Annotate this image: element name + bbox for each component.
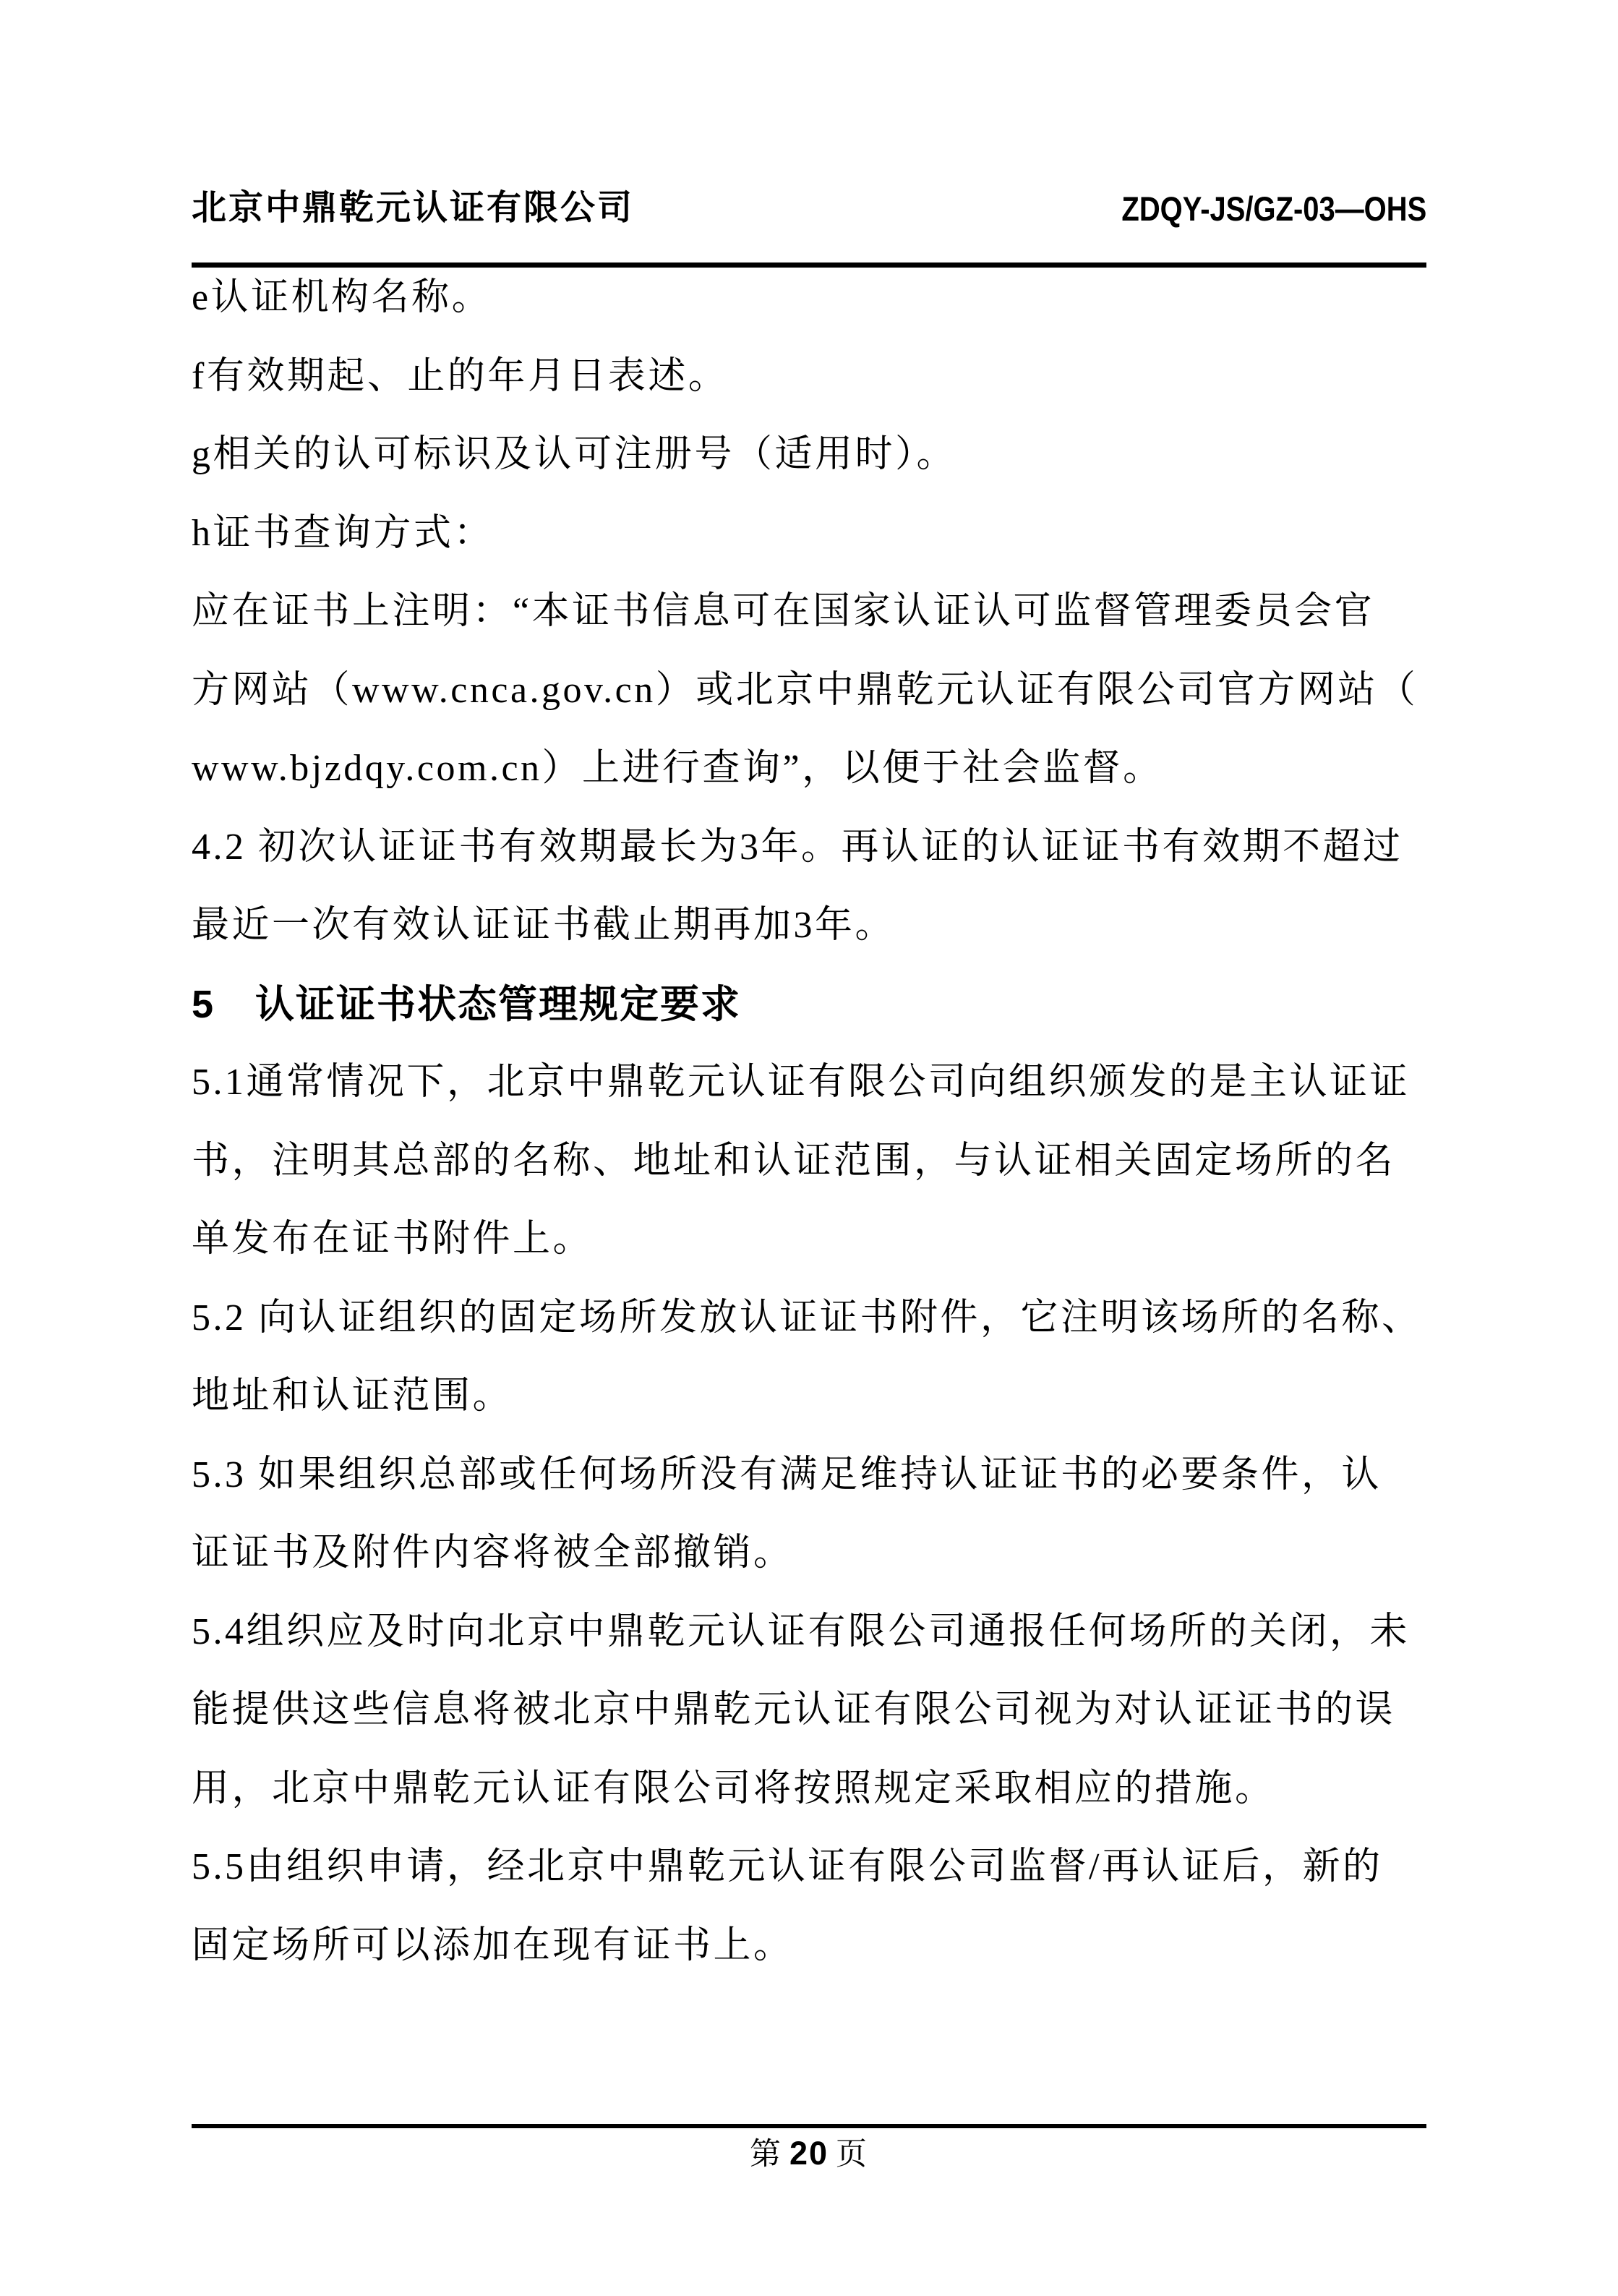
body-line: 能提供这些信息将被北京中鼎乾元认证有限公司视为对认证证书的误 xyxy=(192,1689,1396,1730)
page-footer xyxy=(192,2130,1426,2174)
page-header xyxy=(192,189,1426,229)
body-line: 4.2 初次认证证书有效期最长为3年。再认证的认证证书有效期不超过 xyxy=(192,826,1403,868)
body-line: 5.5由组织申请，经北京中鼎乾元认证有限公司监督/再认证后，新的 xyxy=(192,1846,1383,1887)
body-line: 证证书及附件内容将被全部撤销。 xyxy=(192,1532,794,1574)
company-name: 北京中鼎乾元认证有限公司 xyxy=(192,189,635,227)
body-line: 5.4组织应及时向北京中鼎乾元认证有限公司通报任何场所的关闭，未 xyxy=(192,1610,1411,1652)
body-line: 单发布在证书附件上。 xyxy=(192,1219,594,1260)
body-line: h证书查询方式： xyxy=(192,512,495,554)
body-line: 书，注明其总部的名称、地址和认证范围，与认证相关固定场所的名 xyxy=(192,1140,1396,1182)
page-number-suffix: 页 xyxy=(836,2138,869,2172)
body-line: f有效期起、止的年月日表述。 xyxy=(192,355,729,397)
body-line: g相关的认可标识及认可注册号（适用时）。 xyxy=(192,434,957,475)
body-line: 固定场所可以添加在现有证书上。 xyxy=(192,1924,794,1966)
body-line: www.bjzdqy.com.cn）上进行查询”，以便于社会监督。 xyxy=(192,748,1163,789)
document-body xyxy=(192,259,1450,1985)
document-code: ZDQY-JS/GZ-03—OHS xyxy=(1121,189,1426,228)
section-heading: 5 认证证书状态管理规定要求 xyxy=(192,982,742,1026)
body-line: e认证机构名称。 xyxy=(192,277,492,318)
body-line: 方网站（www.cnca.gov.cn）或北京中鼎乾元认证有限公司官方网站（ xyxy=(192,669,1418,711)
body-line: 5.1通常情况下，北京中鼎乾元认证有限公司向组织颁发的是主认证证 xyxy=(192,1062,1411,1103)
body-line: 最近一次有效认证证书截止期再加3年。 xyxy=(192,905,896,946)
body-line: 地址和认证范围。 xyxy=(192,1375,513,1417)
footer-divider xyxy=(192,2124,1426,2128)
body-line: 应在证书上注明：“本证书信息可在国家认证认可监督管理委员会官 xyxy=(192,591,1375,632)
page-number: 20 xyxy=(789,2135,829,2172)
body-line: 5.2 向认证组织的固定场所发放认证证书附件，它注明该场所的名称、 xyxy=(192,1297,1422,1339)
body-line: 5.3 如果组织总部或任何场所没有满足维持认证证书的必要条件，认 xyxy=(192,1454,1382,1495)
page-number-prefix: 第 xyxy=(749,2138,782,2172)
body-line: 用，北京中鼎乾元认证有限公司将按照规定采取相应的措施。 xyxy=(192,1767,1275,1809)
